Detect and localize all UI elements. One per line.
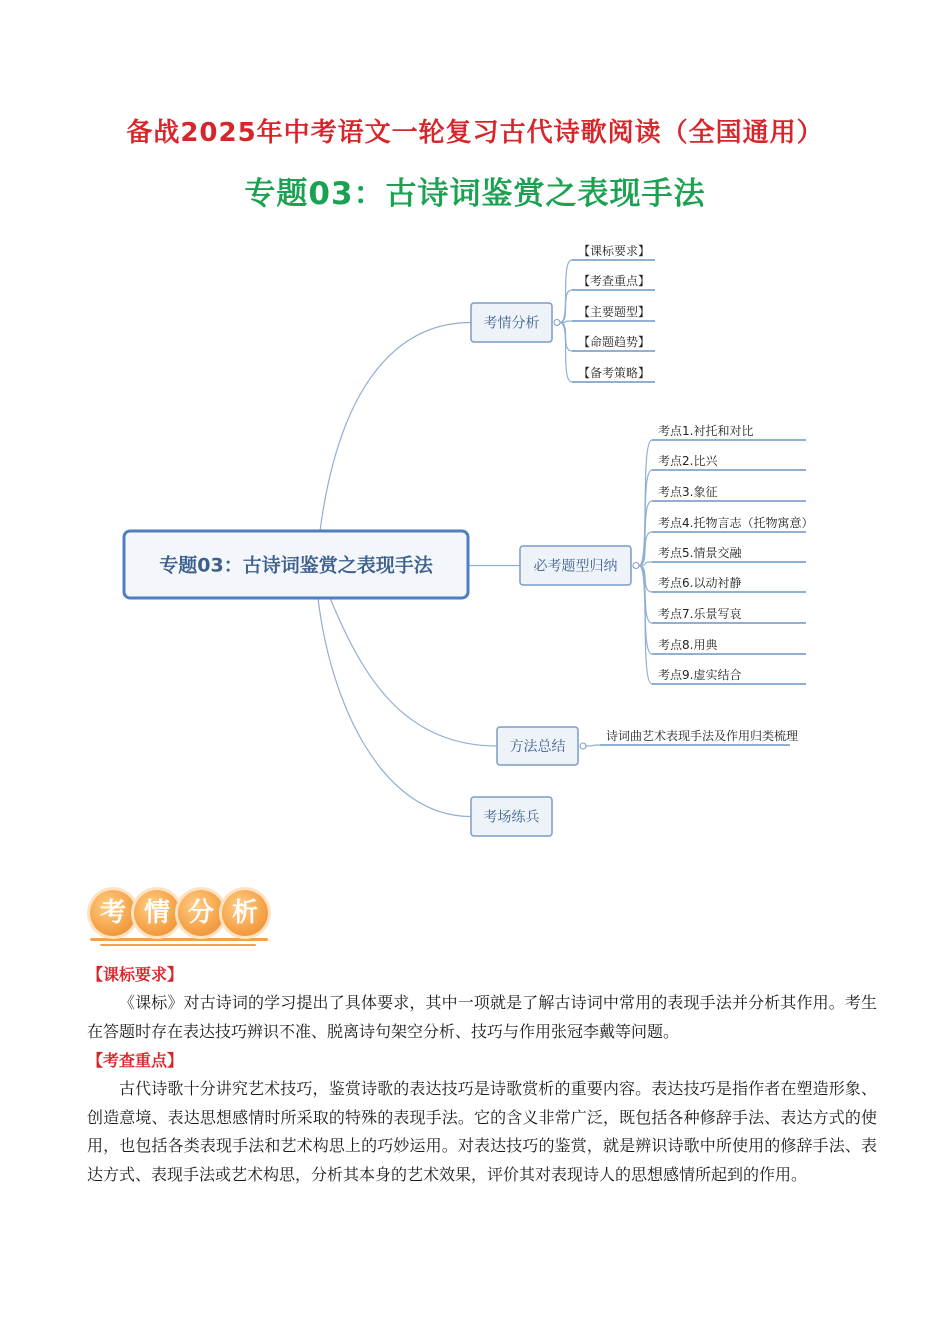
section-paragraph-standards: 《课标》对古诗词的学习提出了具体要求，其中一项就是了解古诗词中常用的表现手法并分析其作用。考生在答题时存在表达技巧辨识不准、脱离诗句架空分析、技巧与作用张冠李戴等问题。 (87, 993, 877, 1041)
mindmap-junction (633, 563, 639, 569)
mindmap-child-label: 考点6.以动衬静 (658, 576, 742, 590)
badge-char: 分 (178, 890, 224, 936)
mindmap-child-label: 【考查重点】 (578, 274, 651, 288)
mindmap-child-label: 考点3.象征 (658, 485, 718, 499)
mindmap-child-label: 考点9.虚实结合 (658, 668, 742, 682)
mindmap-child-label: 【备考策略】 (578, 366, 651, 380)
document-title: 备战2025年中考语文一轮复习古代诗歌阅读（全国通用） (126, 118, 824, 148)
section-badge (86, 888, 276, 952)
section-heading-standards: 【课标要求】 (87, 965, 184, 984)
mindmap-junction (554, 320, 560, 326)
mindmap-branch-label: 必考题型归纳 (533, 558, 618, 575)
mindmap-child-label: 考点2.比兴 (658, 454, 718, 468)
mindmap-child-label: 考点7.乐景写哀 (658, 607, 742, 621)
mind-map (0, 230, 950, 850)
mindmap-child-label: 诗词曲艺术表现手法及作用归类梳理 (606, 729, 799, 743)
mindmap-connector (320, 323, 471, 532)
mindmap-child-connector (560, 260, 572, 323)
mindmap-child-label: 【命题趋势】 (578, 335, 651, 349)
mindmap-child-label: 考点8.用典 (658, 638, 718, 652)
mindmap-child-label: 【课标要求】 (578, 244, 651, 258)
mindmap-child-connector (586, 745, 600, 746)
mindmap-root-label: 专题03：古诗词鉴赏之表现手法 (159, 554, 433, 577)
badge-char: 情 (134, 890, 180, 936)
badge-underline (90, 938, 268, 941)
mindmap-junction (580, 743, 586, 749)
badge-char: 析 (222, 890, 268, 936)
mindmap-branch-label: 考情分析 (483, 315, 540, 332)
mindmap-branch-label: 方法总结 (509, 739, 566, 755)
mindmap-child-label: 考点4.托物言志（托物寓意） (658, 516, 814, 530)
badge-underline-thin (100, 944, 256, 946)
section-paragraph-focus: 古代诗歌十分讲究艺术技巧，鉴赏诗歌的表达技巧是诗歌赏析的重要内容。表达技巧是指作者在塑造形象、创造意境、表达思想感情时所采取的特殊的表现手法。它的含义非常广泛，既包括各种修辞手法、表达方式的使用，也包括各类表现手法和艺术构思上的巧妙运用。对表达技巧的鉴赏，就是辨识诗歌中所使用的修辞手法、表达方式、表现手法或艺术构思，分析其本身的艺术效果，评价其对表现诗人的思想感情所起到的作用。 (87, 1079, 877, 1184)
document-subtitle: 专题03：古诗词鉴赏之表现手法 (244, 176, 706, 212)
mindmap-branch-label: 考场练兵 (483, 809, 540, 826)
badge-char: 考 (90, 890, 136, 936)
mindmap-connector (318, 598, 471, 817)
mindmap-child-label: 考点5.情景交融 (658, 546, 742, 560)
mindmap-child-label: 考点1.衬托和对比 (658, 424, 754, 438)
mindmap-connector (330, 598, 497, 746)
section-heading-focus: 【考查重点】 (87, 1051, 184, 1070)
mindmap-child-label: 【主要题型】 (578, 305, 651, 319)
